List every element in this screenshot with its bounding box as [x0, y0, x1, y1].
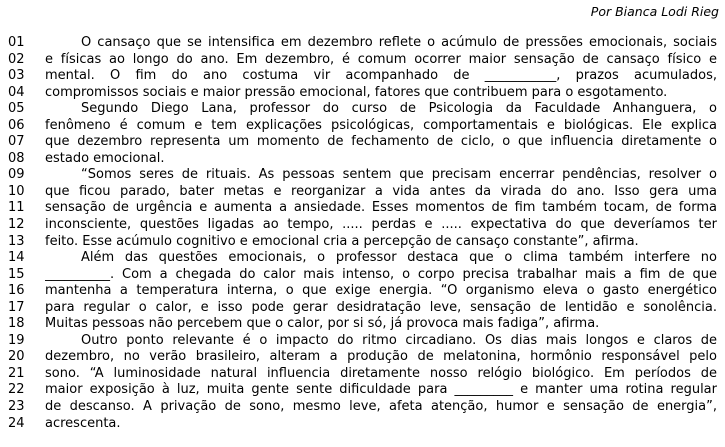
line-number: 15 [8, 266, 25, 282]
line-text: que dezembro representa um momento de fechamento de ciclo, o que influencia diretamente o [45, 134, 717, 150]
line-text: __________. Com a chegada do calor mais intenso, o corpo precisa trabalhar mais a fim de que [45, 266, 717, 282]
line-text: estado emocional. [45, 150, 165, 166]
line-text: Muitas pessoas não percebem que o calor, por si só, já provoca mais fadiga”, afirma. [45, 316, 600, 332]
text-line [0, 349, 725, 366]
line-number: 21 [8, 365, 25, 381]
line-number: 14 [8, 250, 25, 266]
line-text: sono. “A luminosidade natural influencia diretamente nosso relógio biológico. Em períodos de [45, 365, 717, 381]
text-line [0, 283, 725, 300]
text-line [0, 382, 725, 399]
line-number: 24 [8, 415, 25, 431]
line-number: 07 [8, 134, 25, 150]
line-text: maior exposição à luz, muita gente sente dificuldade para _________ e manter uma rotina regular [45, 382, 717, 398]
text-line [0, 217, 725, 234]
line-text: sensação de urgência e aumenta a ansiedade. Esses momentos de fim também tocam, de forma [45, 200, 717, 216]
line-number: 03 [8, 68, 25, 84]
text-line [0, 52, 725, 69]
line-text: “Somos seres de rituais. As pessoas sentem que precisam encerrar pendências, resolver o [81, 167, 717, 183]
line-number: 06 [8, 117, 25, 133]
line-number: 11 [8, 200, 25, 216]
text-line [0, 366, 725, 383]
text-line [0, 200, 725, 217]
line-text: de descanso. A privação de sono, mesmo leve, afeta atenção, humor e sensação de energia”, [45, 399, 717, 415]
line-text: para regular o calor, e isso pode gerar desidratação leve, sensação de lentidão e sonolência. [45, 299, 717, 315]
line-text: Além das questões emocionais, o professor destaca que o clima também interfere no [81, 250, 717, 266]
line-number: 16 [8, 283, 25, 299]
line-text: inconsciente, questões ligadas ao tempo, ..... perdas e ..... expectativa do que deveríamos ter [45, 217, 717, 233]
text-line [0, 134, 725, 151]
line-text: fenômeno é comum e tem explicações psicológicas, comportamentais e biológicas. Ele explica [45, 117, 717, 133]
line-number: 17 [8, 299, 25, 315]
text-line [0, 101, 725, 118]
author-byline: Por Bianca Lodi Rieg [590, 4, 719, 19]
line-text: Segundo Diego Lana, professor do curso de Psicologia da Faculdade Anhanguera, o [81, 101, 717, 117]
line-number: 18 [8, 316, 25, 332]
line-text: mantenha a temperatura interna, o que exige energia. “O organismo eleva o gasto energético [45, 283, 717, 299]
text-line [0, 35, 725, 52]
line-text: compromissos sociais e maior pressão emocional, fatores que contribuem para o esgotamento. [45, 84, 668, 100]
text-line [0, 151, 725, 168]
text-line [0, 250, 725, 267]
line-text: Outro ponto relevante é o impacto do ritmo circadiano. Os dias mais longos e claros de [81, 332, 717, 348]
text-line [0, 68, 725, 85]
text-line [0, 416, 725, 433]
numbered-text-body [0, 35, 725, 432]
text-line [0, 267, 725, 284]
line-number: 02 [8, 51, 25, 67]
text-line [0, 316, 725, 333]
text-line [0, 167, 725, 184]
line-number: 01 [8, 35, 25, 50]
line-number: 12 [8, 217, 25, 233]
line-number: 09 [8, 167, 25, 183]
line-text: dezembro, no verão brasileiro, alteram a produção de melatonina, hormônio responsável pelo [45, 349, 717, 365]
line-text: e físicas ao longo do ano. Em dezembro, é comum ocorrer maior sensação de cansaço físico e [45, 51, 717, 67]
line-number: 05 [8, 101, 25, 117]
text-line [0, 118, 725, 135]
line-number: 20 [8, 349, 25, 365]
line-number: 13 [8, 233, 25, 249]
line-number: 23 [8, 399, 25, 415]
line-text: O cansaço que se intensifica em dezembro reflete o acúmulo de pressões emocionais, sociais [81, 35, 717, 50]
line-text: acrescenta. [45, 415, 121, 431]
text-line [0, 300, 725, 317]
line-text: feito. Esse acúmulo cognitivo e emocional cria a percepção de cansaço constante”, afirma. [45, 233, 639, 249]
line-text: que ficou parado, bater metas e reorganizar a vida antes da virada do ano. Isso gera uma [45, 183, 717, 199]
text-line [0, 399, 725, 416]
line-number: 08 [8, 150, 25, 166]
text-line [0, 184, 725, 201]
text-line [0, 234, 725, 251]
line-number: 22 [8, 382, 25, 398]
line-text: mental. O fim do ano costuma vir acompanhado de ___________, prazos acumulados, [45, 68, 717, 84]
text-line [0, 333, 725, 350]
text-line [0, 85, 725, 102]
line-number: 19 [8, 332, 25, 348]
line-number: 04 [8, 84, 25, 100]
line-number: 10 [8, 183, 25, 199]
